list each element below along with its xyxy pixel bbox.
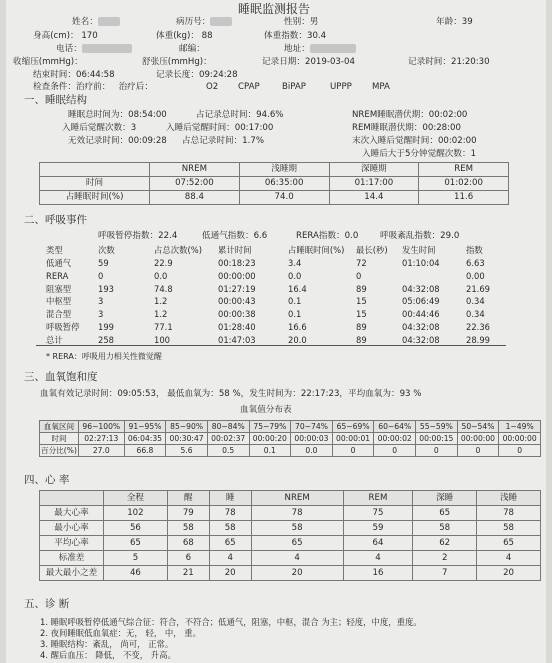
table-row <box>40 566 541 581</box>
table-cell: 59 <box>343 521 413 536</box>
redacted-name <box>98 17 120 26</box>
table-cell: 65 <box>104 536 168 551</box>
resp-cell: 04:32:08 <box>402 322 440 332</box>
table-cell: 00:00:03 <box>291 433 333 445</box>
table-row <box>40 433 541 445</box>
table-cell: 11.6 <box>419 191 509 205</box>
resp-cell: 呼吸暂停 <box>46 322 80 332</box>
table-header-row <box>40 421 541 433</box>
table-cell: 00:00:01 <box>332 433 374 445</box>
resp-cell: 15 <box>356 309 367 320</box>
table-cell: 0 <box>416 445 458 457</box>
resp-cell: 3.4 <box>288 258 302 268</box>
table-row <box>40 506 541 521</box>
table-cell: REM <box>419 163 509 177</box>
table-cell: 64 <box>343 536 413 551</box>
resp-cell: 01:27:19 <box>218 283 256 294</box>
table-cell: 102 <box>104 506 168 521</box>
resp-cell: 1.2 <box>154 309 168 320</box>
resp-cell: 199 <box>98 322 114 332</box>
table-cell: 65 <box>477 536 541 551</box>
table-cell: NREM <box>251 491 343 506</box>
table-cell: 16 <box>343 566 413 581</box>
systolic-field: 收缩压(mmHg)： <box>13 57 83 67</box>
end-time-field: 结束时间：06:44:58 <box>33 70 115 80</box>
resp-cell: 89 <box>356 283 367 294</box>
table-cell: 79 <box>167 506 209 521</box>
diastolic-field: 舒张压(mmHg)： <box>142 57 212 67</box>
resp-cell: 77.1 <box>154 322 173 332</box>
resp-cell: 22.9 <box>154 258 173 268</box>
report-sheet <box>6 0 546 663</box>
rera-index: RERA指数：0.0 <box>296 231 359 241</box>
condition-bipap: BiPAP <box>282 82 306 92</box>
resp-cell: 16.6 <box>288 322 307 332</box>
diagnosis-item-3: 3. 睡眠结构：紊乱， 尚可， 正常。 <box>40 639 174 649</box>
report-title: 睡眠监测报告 <box>238 2 311 16</box>
wake-time: 入睡后觉醒时间：00:17:00 <box>166 123 274 133</box>
table-header-row <box>40 163 509 177</box>
table-cell: 4 <box>477 551 541 566</box>
resp-cell: 0.1 <box>288 296 302 307</box>
nrem-latency: NREM睡眠潜伏期：00:02:00 <box>352 110 468 120</box>
height-field: 身高(cm)： 170 <box>33 31 98 41</box>
table-cell: 平均心率 <box>40 536 104 551</box>
table-cell: 时间 <box>40 177 150 191</box>
table-cell: 20 <box>209 566 251 581</box>
resp-cell: 16.4 <box>288 283 307 294</box>
resp-cell: 00:00:00 <box>218 270 256 281</box>
resp-cell: 22.36 <box>466 322 490 332</box>
table-cell: 65 <box>413 506 477 521</box>
table-header-row <box>40 491 541 506</box>
resp-cell: 01:47:03 <box>218 334 256 345</box>
table-cell: 6 <box>167 551 209 566</box>
table-cell: 深睡 <box>413 491 477 506</box>
table-cell: 20 <box>251 566 343 581</box>
table-cell: 00:00:00 <box>457 433 499 445</box>
last-wake-time: 末次入睡后觉醒时间：00:02:00 <box>352 136 477 146</box>
table-cell: 62 <box>413 536 477 551</box>
resp-cell: 中枢型 <box>46 296 72 307</box>
wake-over-5min: 入睡后大于5分钟觉醒次数：1 <box>362 149 477 159</box>
table-cell: 时间 <box>40 433 79 445</box>
table-row <box>40 445 541 457</box>
age-field: 年龄：39 <box>436 17 473 27</box>
diagnosis-item-1: 1. 睡眠呼吸暂停低通气综合征：符合，不符合；低通气，阻塞，中枢，混合 为主；轻度，中度，重度。 <box>40 617 422 627</box>
resp-cell: 混合型 <box>46 309 72 320</box>
table-cell: 06:04:35 <box>124 433 166 445</box>
rera-note: * RERA：呼吸用力相关性微觉醒 <box>46 352 162 361</box>
resp-header-cell: 占总次数(%) <box>154 245 202 255</box>
table-cell: 70~74% <box>291 421 333 433</box>
table-cell: 4 <box>343 551 413 566</box>
table-cell: 88.4 <box>150 191 240 205</box>
sleep-stage-table <box>39 162 509 205</box>
section-sleep-structure-heading: 一、睡眠结构 <box>24 94 87 106</box>
resp-cell: 28.99 <box>466 334 490 345</box>
table-cell: 58 <box>251 521 343 536</box>
wake-count: 入睡后觉醒次数：3 <box>62 123 137 133</box>
resp-header-cell: 次数 <box>98 245 115 255</box>
table-cell: 最大心率 <box>40 506 104 521</box>
table-cell: 65~69% <box>332 421 374 433</box>
table-cell: 最大最小之差 <box>40 566 104 581</box>
table-cell: 2 <box>413 551 477 566</box>
resp-cell: 15 <box>356 296 367 307</box>
oxygen-table-title: 血氧值分布表 <box>240 405 292 415</box>
resp-header-cell: 累计时间 <box>218 245 252 255</box>
condition-mpa: MPA <box>372 82 390 92</box>
resp-cell: 0.34 <box>466 296 485 307</box>
table-cell: 00:00:02 <box>374 433 416 445</box>
resp-header-cell: 最长(秒) <box>356 245 388 255</box>
table-cell: 66.8 <box>124 445 166 457</box>
table-cell: 0 <box>457 445 499 457</box>
table-cell: 7 <box>413 566 477 581</box>
record-date-field: 记录日期：2019-03-04 <box>262 57 355 67</box>
table-row <box>40 191 509 205</box>
diagnosis-item-2: 2. 夜间睡眠低血氧症：无， 轻， 中， 重。 <box>40 628 202 638</box>
conditions-row: 检查条件：治疗前： 治疗后： <box>33 82 153 92</box>
hospital-id-field: 病历号： <box>176 17 232 28</box>
name-field: 姓名： <box>72 17 120 28</box>
table-cell: 75 <box>343 506 413 521</box>
redacted-id <box>210 17 232 26</box>
section-oxygen-heading: 三、血氧饱和度 <box>24 371 98 383</box>
resp-header-cell: 占睡眠时间(%) <box>288 245 345 255</box>
resp-cell: 3 <box>98 296 104 307</box>
table-row <box>40 177 509 191</box>
apnea-index: 呼吸暂停指数：22.4 <box>98 231 178 241</box>
section-heart-heading: 四、心 率 <box>24 474 70 486</box>
postcode-field: 邮编： <box>179 44 205 54</box>
table-cell: 01:17:00 <box>329 177 419 191</box>
resp-cell: 04:32:08 <box>402 334 440 345</box>
condition-cpap: CPAP <box>238 82 260 92</box>
gender-field: 性别：男 <box>284 17 319 27</box>
table-cell: 00:30:47 <box>166 433 208 445</box>
table-cell: 4 <box>251 551 343 566</box>
table-cell: 百分比(%) <box>41 445 77 455</box>
table-cell: 全程 <box>104 491 168 506</box>
table-cell: 27.0 <box>78 445 124 457</box>
table-cell: 07:52:00 <box>150 177 240 191</box>
redacted-phone <box>82 44 132 53</box>
resp-cell: 0.00 <box>466 270 485 281</box>
resp-cell: 20.0 <box>288 334 307 345</box>
resp-cell: 89 <box>356 322 367 332</box>
resp-cell: 21.69 <box>466 283 490 294</box>
resp-header-cell: 发生时间 <box>402 245 436 255</box>
table-cell <box>40 163 150 177</box>
table-cell: 睡 <box>209 491 251 506</box>
table-cell: 深睡期 <box>329 163 419 177</box>
table-cell: 60~64% <box>374 421 416 433</box>
table-cell: 血氧区间 <box>40 421 79 433</box>
table-row <box>40 551 541 566</box>
table-cell: 14.4 <box>329 191 419 205</box>
table-cell <box>40 491 104 506</box>
heart-rate-table <box>39 490 541 581</box>
table-cell: 标准差 <box>40 551 104 566</box>
condition-o2: O2 <box>206 82 219 92</box>
table-row <box>40 521 541 536</box>
table-cell: 06:35:00 <box>239 177 329 191</box>
record-time-field: 记录时间：21:20:30 <box>408 57 490 67</box>
table-cell: 0.0 <box>291 445 333 457</box>
table-cell: 56 <box>104 521 168 536</box>
table-cell: 20 <box>477 566 541 581</box>
table-cell: 1~49% <box>499 421 541 433</box>
table-cell: 80~84% <box>207 421 249 433</box>
resp-cell: 0.34 <box>466 309 485 320</box>
resp-cell: 05:06:49 <box>402 296 440 307</box>
table-cell: 78 <box>477 506 541 521</box>
table-cell: 5.6 <box>166 445 208 457</box>
resp-cell: 0.0 <box>288 270 302 281</box>
table-cell: 浅睡期 <box>239 163 329 177</box>
table-cell: 85~90% <box>166 421 208 433</box>
resp-cell: 00:00:38 <box>218 309 256 320</box>
table-row <box>40 536 541 551</box>
table-cell: 占睡眠时间(%) <box>40 191 150 205</box>
resp-cell: 0.1 <box>288 309 302 320</box>
table-cell: 58 <box>167 521 209 536</box>
table-cell: 96~100% <box>78 421 124 433</box>
resp-cell: 59 <box>98 258 109 268</box>
resp-cell: 04:32:08 <box>402 283 440 294</box>
resp-cell: 00:00:43 <box>218 296 256 307</box>
resp-cell: 258 <box>98 334 114 345</box>
resp-cell: 3 <box>98 309 104 320</box>
oxygen-summary: 血氧有效记录时间：09:05:53， 最低血氧为：58 %，发生时间为：22:17:23，平均血氧为：93 % <box>40 389 422 399</box>
table-cell: 00:02:37 <box>207 433 249 445</box>
phone-field: 电话： <box>56 44 132 55</box>
table-cell: 最小心率 <box>40 521 104 536</box>
table-cell: 78 <box>251 506 343 521</box>
resp-cell: 6.63 <box>466 258 485 268</box>
resp-cell: 00:44:46 <box>402 309 440 320</box>
resp-cell: 01:10:04 <box>402 258 440 268</box>
table-cell: 0 <box>374 445 416 457</box>
resp-cell: 0.0 <box>154 270 168 281</box>
weight-field: 体重(kg)： 88 <box>156 31 213 41</box>
resp-cell: 1.2 <box>154 296 168 307</box>
resp-cell: 89 <box>356 334 367 345</box>
table-cell: 0 <box>332 445 374 457</box>
diagnosis-item-4: 4. 醒后血压： 降低， 不变， 升高。 <box>40 650 176 660</box>
resp-cell: RERA <box>46 270 69 281</box>
resp-cell: 100 <box>154 334 170 345</box>
rdi-index: 呼吸紊乱指数：29.0 <box>380 231 460 241</box>
redacted-address <box>310 44 356 53</box>
resp-cell: 00:18:23 <box>218 258 256 268</box>
sleep-ratio: 占记录总时间：94.6% <box>196 110 284 120</box>
table-cell: 55~59% <box>416 421 458 433</box>
bmi-field: 体重指数：30.4 <box>264 31 327 41</box>
table-cell: 78 <box>209 506 251 521</box>
resp-cell: 总计 <box>46 334 63 345</box>
resp-cell: 低通气 <box>46 258 72 268</box>
resp-cell: 72 <box>356 258 367 268</box>
invalid-time: 无效记录时间：00:09:28 <box>68 136 167 146</box>
table-cell: 00:00:20 <box>249 433 291 445</box>
table-cell: 0.5 <box>207 445 249 457</box>
total-sleep-time: 睡眠总时间为：08:54:00 <box>68 110 167 120</box>
resp-cell: 阻塞型 <box>46 283 72 294</box>
condition-uppp: UPPP <box>330 82 352 92</box>
table-cell: 00:00:00 <box>499 433 541 445</box>
table-cell: 21 <box>167 566 209 581</box>
table-cell: 醒 <box>167 491 209 506</box>
table-cell: 浅睡 <box>477 491 541 506</box>
section-diagnosis-heading: 五、诊 断 <box>24 598 70 610</box>
resp-cell: 0 <box>356 270 362 281</box>
resp-cell: 01:28:40 <box>218 322 256 332</box>
table-divider <box>36 345 506 346</box>
invalid-ratio: 占总记录时间：1.7% <box>182 136 264 146</box>
table-cell: 46 <box>104 566 168 581</box>
resp-cell: 193 <box>98 283 114 294</box>
table-cell: 01:02:00 <box>419 177 509 191</box>
table-cell: REM <box>343 491 413 506</box>
oxygen-distribution-table <box>39 420 541 457</box>
table-cell: 75~79% <box>249 421 291 433</box>
table-cell: 91~95% <box>124 421 166 433</box>
hypopnea-index: 低通气指数：6.6 <box>202 231 268 241</box>
record-length-field: 记录长度：09:24:28 <box>156 70 238 80</box>
table-cell: NREM <box>150 163 240 177</box>
table-cell: 4 <box>209 551 251 566</box>
section-respiratory-heading: 二、呼吸事件 <box>24 214 87 226</box>
resp-cell: 74.8 <box>154 283 173 294</box>
address-field: 地址： <box>284 44 356 55</box>
rem-latency: REM睡眠潜伏期：00:28:00 <box>352 123 461 133</box>
table-cell: 0 <box>499 445 541 457</box>
table-cell: 58 <box>477 521 541 536</box>
table-cell: 65 <box>209 536 251 551</box>
table-cell: 58 <box>209 521 251 536</box>
table-cell: 58 <box>413 521 477 536</box>
table-cell: 00:00:15 <box>416 433 458 445</box>
table-cell: 65 <box>251 536 343 551</box>
table-cell: 68 <box>167 536 209 551</box>
table-cell: 02:27:13 <box>78 433 124 445</box>
resp-header-cell: 类型 <box>46 245 63 255</box>
table-cell: 0.1 <box>249 445 291 457</box>
table-cell: 50~54% <box>457 421 499 433</box>
table-cell: 5 <box>104 551 168 566</box>
resp-header-cell: 指数 <box>466 245 483 255</box>
resp-cell: 0 <box>98 270 104 281</box>
table-cell: 74.0 <box>239 191 329 205</box>
